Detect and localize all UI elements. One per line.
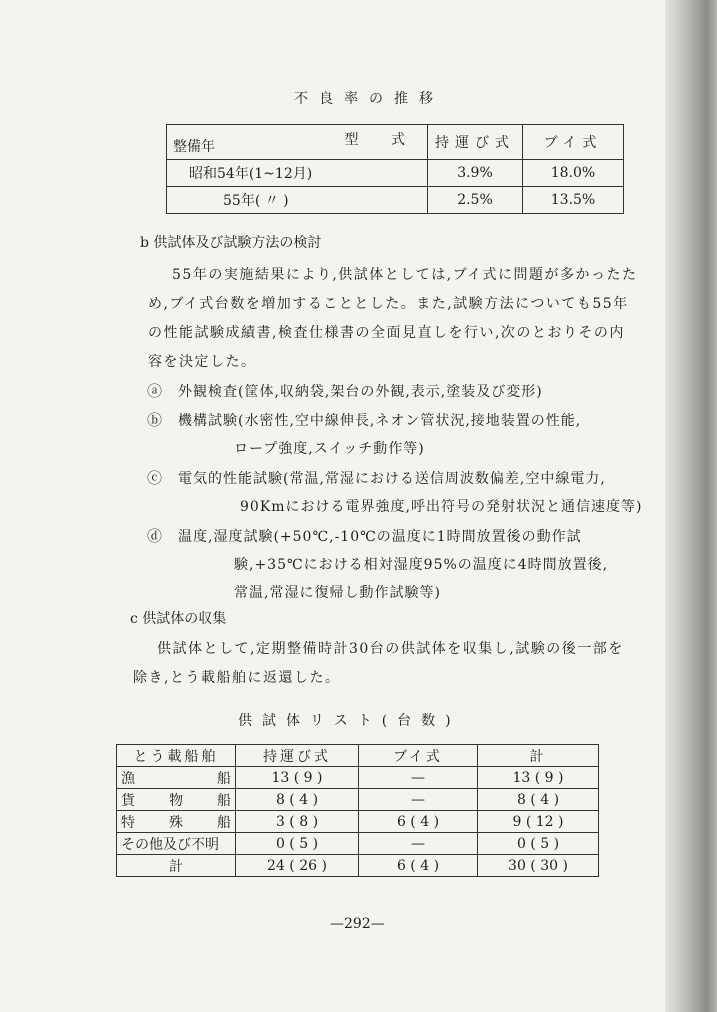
row-year: 55年( 〃 ): [167, 187, 428, 214]
header-portable: 持運び式: [236, 745, 359, 767]
row-buoy-rate: 18.0%: [523, 160, 624, 187]
category-char: 貨: [121, 792, 135, 809]
row-portable: 0 ( 5 ): [236, 833, 359, 855]
item-d-text: 温度,湿度試験(+50℃,-10℃の温度に1時間放置後の動作試: [178, 529, 582, 545]
row-portable: 24 ( 26 ): [236, 855, 359, 877]
row-portable: 8 ( 4 ): [236, 789, 359, 811]
section-c-line: 除き,とう載船舶に返還した。: [133, 670, 341, 686]
item-b-text: 機構試験(水密性,空中線伸長,ネオン管状況,接地装置の性能,: [178, 413, 582, 429]
header-portable: 持運び式: [428, 125, 523, 160]
section-b-heading: b 供試体及び試験方法の検討: [140, 235, 322, 251]
row-buoy: 6 ( 4 ): [359, 811, 478, 833]
item-a-mark: ⓐ: [147, 382, 163, 400]
row-year: 昭和54年(1~12月): [167, 160, 428, 187]
table-total-row: [117, 855, 599, 877]
category-char: 船: [217, 792, 231, 809]
row-buoy: —: [359, 833, 478, 855]
table-row: [117, 833, 599, 855]
item-c-mark: ⓒ: [147, 469, 163, 487]
page-number: —292—: [330, 916, 385, 932]
header-buoy: ブイ式: [523, 125, 624, 160]
item-d-text: 験,+35℃における相対湿度95%の温度に4時間放置後,: [234, 557, 609, 573]
row-buoy: 6 ( 4 ): [359, 855, 478, 877]
category-char: 特: [121, 814, 135, 831]
table1-corner-header: [167, 125, 428, 160]
table-row: [117, 789, 599, 811]
row-category: [117, 789, 236, 811]
category-char: 殊: [169, 814, 183, 831]
header-buoy: ブイ式: [359, 745, 478, 767]
corner-year-label: 整備年: [173, 139, 215, 155]
section-b-line: め,ブイ式台数を増加することとした。また,試験方法についても55年: [148, 296, 629, 312]
row-category: [117, 811, 236, 833]
header-total: 計: [478, 745, 599, 767]
row-category: 計: [117, 855, 236, 877]
table-header-row: [117, 745, 599, 767]
item-c-text: 電気的性能試験(常温,常湿における送信周波数偏差,空中線電力,: [178, 471, 606, 487]
row-total: 13 ( 9 ): [478, 767, 599, 789]
page-edge-shadow: [665, 0, 717, 1012]
section-b-line: の性能試験成績書,検査仕様書の全面見直しを行い,次のとおりその内: [148, 325, 625, 341]
category-char: 船: [217, 770, 231, 787]
category-char: 物: [169, 792, 183, 809]
row-total: 8 ( 4 ): [478, 789, 599, 811]
table1-title: 不良率の推移: [294, 91, 444, 107]
specimen-list-table: [116, 744, 599, 877]
table2-title: 供試体リスト(台数): [238, 713, 461, 729]
section-b-line: 容を決定した。: [148, 354, 257, 370]
row-portable-rate: 3.9%: [428, 160, 523, 187]
row-buoy: —: [359, 789, 478, 811]
table-row: [117, 767, 599, 789]
row-buoy: —: [359, 767, 478, 789]
row-total: 0 ( 5 ): [478, 833, 599, 855]
item-c-text: 90Kmにおける電界強度,呼出符号の発射状況と通信速度等): [240, 499, 643, 515]
item-b-text: ロープ強度,スイッチ動作等): [234, 441, 425, 457]
section-b-line: 55年の実施結果により,供試体としては,ブイ式に問題が多かったた: [172, 267, 638, 283]
row-portable-rate: 2.5%: [428, 187, 523, 214]
category-char: 漁: [121, 770, 135, 787]
item-b-mark: ⓑ: [147, 411, 163, 429]
section-c-heading: c 供試体の収集: [130, 611, 227, 627]
table-row: [167, 160, 624, 187]
row-portable: 3 ( 8 ): [236, 811, 359, 833]
row-total: 9 ( 12 ): [478, 811, 599, 833]
row-portable: 13 ( 9 ): [236, 767, 359, 789]
item-a-text: 外観検査(筐体,収納袋,架台の外観,表示,塗装及び変形): [178, 384, 543, 400]
table-row: [117, 811, 599, 833]
table-row: [167, 187, 624, 214]
row-category: その他及び不明: [117, 833, 236, 855]
header-vessel: とう載船舶: [117, 745, 236, 767]
category-char: 船: [217, 814, 231, 831]
row-buoy-rate: 13.5%: [523, 187, 624, 214]
row-category: [117, 767, 236, 789]
item-d-text: 常温,常湿に復帰し動作試験等): [234, 585, 441, 601]
defect-rate-table: [166, 124, 624, 214]
row-total: 30 ( 30 ): [478, 855, 599, 877]
section-c-line: 供試体として,定期整備時計30台の供試体を収集し,試験の後一部を: [157, 641, 624, 657]
corner-type-label: 型 式: [344, 132, 419, 148]
item-d-mark: ⓓ: [147, 527, 163, 545]
